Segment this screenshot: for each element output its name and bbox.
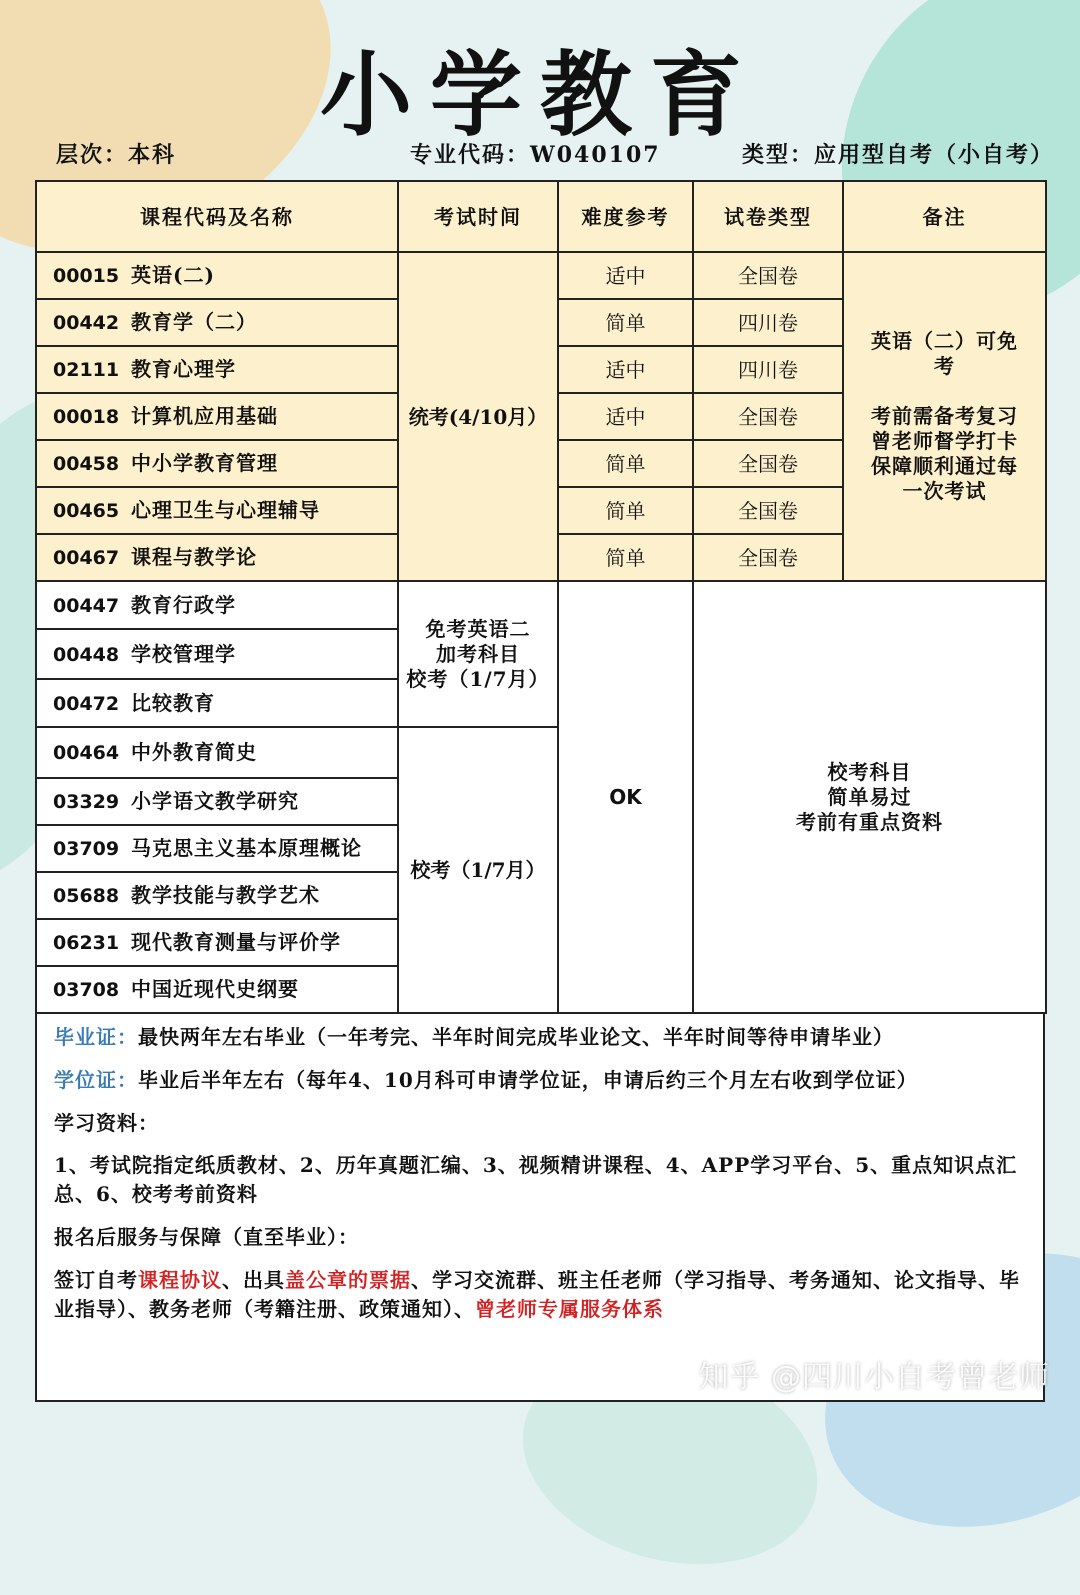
- difficulty-cell: 简单: [558, 299, 693, 346]
- course-cell: [36, 581, 398, 629]
- course-cell: [36, 299, 398, 346]
- service-text-part: 、出具: [222, 1268, 285, 1292]
- header-note: 备注: [843, 181, 1046, 252]
- degree-line: [54, 1066, 1024, 1095]
- page-title: 小学教育: [319, 42, 760, 149]
- paper-cell: 全国卷: [693, 252, 843, 299]
- materials-text: 1、考试院指定纸质教材、2、历年真题汇编、3、视频精讲课程、4、APP学习平台、5、重点知识点汇总、6、校考考前资料: [54, 1153, 1018, 1206]
- course-code: 05688: [53, 885, 120, 907]
- course-cell: [36, 778, 398, 825]
- course-name: 学校管理学: [131, 641, 236, 666]
- course-table: [35, 180, 1047, 1014]
- header-difficulty: 难度参考: [558, 181, 693, 252]
- header-paper: 试卷类型: [693, 181, 843, 252]
- difficulty-cell: 适中: [558, 346, 693, 393]
- difficulty-cell: 简单: [558, 534, 693, 581]
- course-name: 心理卫生与心理辅导: [131, 498, 320, 522]
- diploma-label: 毕业证：: [54, 1025, 138, 1049]
- course-cell: [36, 393, 398, 440]
- exempt-line: 免考英语二: [425, 616, 531, 641]
- unified-exam-time: 统考(4/10月）: [398, 252, 558, 581]
- service-highlight: 曾老师专属服务体系: [475, 1297, 664, 1321]
- table-row: [36, 581, 1046, 629]
- course-name: 教育行政学: [131, 592, 236, 617]
- course-name: 课程与教学论: [131, 545, 257, 569]
- course-cell: [36, 966, 398, 1013]
- course-code: 03329: [53, 791, 120, 813]
- diploma-text: 最快两年左右毕业（一年考完、半年时间完成毕业论文、半年时间等待申请毕业）: [138, 1025, 894, 1049]
- course-cell: [36, 919, 398, 966]
- difficulty-cell: 简单: [558, 440, 693, 487]
- paper-cell: 全国卷: [693, 440, 843, 487]
- course-cell: [36, 487, 398, 534]
- course-cell: [36, 679, 398, 727]
- difficulty-cell: 适中: [558, 252, 693, 299]
- school-exam-time: 校考（1/7月）: [398, 727, 558, 1013]
- degree-label: 学位证：: [54, 1068, 138, 1092]
- service-highlight: 盖公章的票据: [285, 1268, 411, 1292]
- course-name: 计算机应用基础: [131, 404, 278, 428]
- meta-major-code: 专业代码：W040107: [410, 142, 661, 168]
- table-row: [36, 252, 1046, 299]
- course-name: 教育学（二）: [131, 310, 257, 334]
- service-text: [54, 1266, 1024, 1324]
- course-name: 马克思主义基本原理概论: [131, 836, 362, 860]
- course-name: 教育心理学: [131, 357, 236, 381]
- difficulty-cell: 简单: [558, 487, 693, 534]
- course-cell: [36, 346, 398, 393]
- course-cell: [36, 534, 398, 581]
- note-exempt: 英语（二）可免考: [871, 329, 1018, 378]
- course-code: 00018: [53, 406, 120, 428]
- table-header-row: [36, 181, 1046, 252]
- ok-mark: OK: [558, 581, 693, 1013]
- course-cell: [36, 629, 398, 679]
- course-code: 02111: [53, 359, 120, 381]
- exempt-exam-time: [398, 581, 558, 727]
- service-label: 报名后服务与保障（直至毕业）：: [54, 1225, 359, 1249]
- paper-cell: 四川卷: [693, 299, 843, 346]
- meta-level: 层次：本科: [56, 142, 177, 168]
- course-code: 00448: [53, 643, 120, 666]
- course-cell: [36, 727, 398, 778]
- course-code: 00015: [53, 265, 120, 287]
- course-code: 00472: [53, 692, 120, 715]
- course-code: 03709: [53, 838, 120, 860]
- service-highlight: 课程协议: [138, 1268, 222, 1292]
- exempt-line: 校考（1/7月）: [406, 666, 550, 691]
- course-cell: [36, 872, 398, 919]
- paper-cell: 全国卷: [693, 534, 843, 581]
- paper-cell: 四川卷: [693, 346, 843, 393]
- degree-text: 毕业后半年左右（每年4、10月科可申请学位证，申请后约三个月左右收到学位证）: [138, 1068, 918, 1092]
- note-line: 简单易过: [827, 784, 912, 809]
- paper-cell: 全国卷: [693, 393, 843, 440]
- course-code: 00458: [53, 453, 120, 475]
- diploma-line: [54, 1023, 1024, 1052]
- paper-cell: 全国卷: [693, 487, 843, 534]
- difficulty-cell: 适中: [558, 393, 693, 440]
- course-name: 中外教育简史: [131, 740, 257, 764]
- unified-note: [843, 252, 1046, 581]
- course-code: 00465: [53, 500, 120, 522]
- service-text-part: 、学习交流群、班主任老师（学习指导、考务通知、论文指导、毕业指导）、教务老师（考籍注册、政策通知）、: [54, 1268, 1020, 1321]
- course-cell: [36, 825, 398, 872]
- note-line: 考前有重点资料: [796, 809, 943, 834]
- course-cell: [36, 252, 398, 299]
- course-name: 教学技能与教学艺术: [131, 883, 320, 907]
- course-code: 00447: [53, 594, 120, 617]
- course-name: 比较教育: [131, 690, 215, 715]
- school-note: [693, 581, 1046, 1013]
- header-time: 考试时间: [398, 181, 558, 252]
- course-name: 英语(二): [131, 263, 215, 287]
- course-name: 小学语文教学研究: [131, 789, 299, 813]
- service-text-part: 签订自考: [54, 1268, 138, 1292]
- header-course: 课程代码及名称: [36, 181, 398, 252]
- course-name: 现代教育测量与评价学: [131, 930, 341, 954]
- course-cell: [36, 440, 398, 487]
- course-name: 中国近现代史纲要: [131, 977, 299, 1001]
- course-code: 00467: [53, 547, 120, 569]
- meta-type: 类型：应用型自考（小自考）: [742, 142, 1055, 168]
- exempt-line: 加考科目: [436, 641, 520, 666]
- course-code: 00464: [53, 742, 120, 764]
- course-code: 03708: [53, 979, 120, 1001]
- watermark: 知乎 @四川小自考曾老师: [698, 1360, 1050, 1395]
- materials-label: 学习资料：: [54, 1111, 159, 1135]
- note-line: 校考科目: [827, 759, 912, 784]
- note-prepare: 考前需备考复习曾老师督学打卡保障顺利通过每一次考试: [871, 404, 1018, 503]
- course-code: 00442: [53, 312, 120, 334]
- course-name: 中小学教育管理: [131, 451, 278, 475]
- course-code: 06231: [53, 932, 120, 954]
